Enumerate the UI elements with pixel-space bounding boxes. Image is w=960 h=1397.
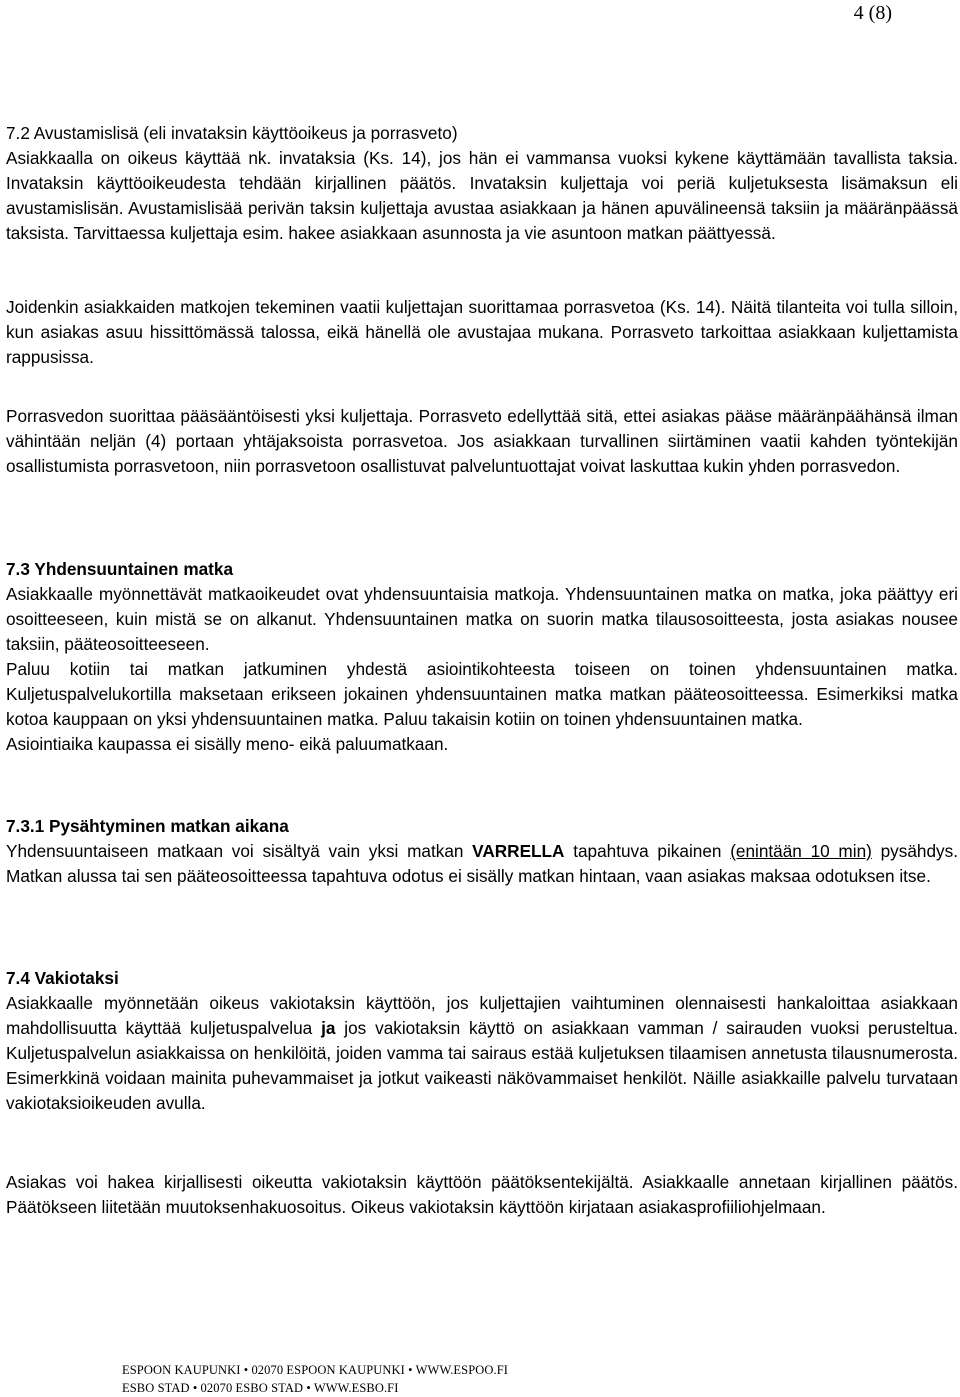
text-run: Yhdensuuntaiseen matkaan voi sisältyä vain yksi matkan bbox=[6, 841, 473, 861]
paragraph bbox=[6, 839, 958, 889]
paragraph: Asiakkaalle myönnettävät matkaoikeudet ovat yhdensuuntaisia matkoja. Yhdensuuntainen matka on matka, joka päättyy eri osoitteeseen, kuin mistä se on alkanut. Yhdensuuntainen matka on suorin matka tilausosoitteesta, josta asiakas nousee taksiin, pääteosoitteeseen. bbox=[6, 584, 958, 654]
paragraph: Porrasvedon suorittaa pääsääntöisesti yksi kuljettaja. Porrasveto edellyttää sitä, ettei asiakas pääse määränpäähänsä ilman vähintään neljän (4) portaan yhtäjaksoista porrasvetoa. Jos asiakkaan turvallinen siirtäminen vaatii kahden työntekijän osallistumista porrasvetoon, niin porrasvetoon osallistuvat palveluntuottajat voivat laskuttaa kukin yhden porrasvedon. bbox=[6, 406, 958, 476]
text-run: jos vakiotaksin käyttö on asiakkaan vamman / sairauden vuoksi perusteltua. Kuljetuspalvelun asiakkaissa on henkilöitä, joiden vamma tai sairaus estää kuljetuksen tilaamisen annetusta tilausnumerosta. Esimerkkinä voidaan mainita puhevammaiset ja jotkut vaikeasti näkövammaiset henkilöt. Näille asiakkaille palvelu turvataan vakiotaksioikeuden avulla. bbox=[6, 1018, 958, 1113]
footer-line: ESBO STAD • 02070 ESBO STAD • WWW.ESBO.FI bbox=[122, 1381, 399, 1395]
section-7-3-1 bbox=[6, 814, 958, 889]
section-7-2-paragraph-3 bbox=[6, 404, 958, 479]
section-heading: 7.3.1 Pysähtyminen matkan aikana bbox=[6, 816, 289, 836]
emphasis-text: VARRELLA bbox=[472, 841, 565, 861]
section-heading: 7.4 Vakiotaksi bbox=[6, 968, 119, 988]
text-run: tapahtuva pikainen bbox=[564, 841, 731, 861]
text-run: pysähdys. Matkan alussa tai sen pääteosoitteessa tapahtuva odotus ei sisälly matkan hintaan, vaan asiakas maksaa odotuksen itse. bbox=[6, 841, 958, 886]
paragraph: Asiakkaalla on oikeus käyttää nk. invataksia (Ks. 14), jos hän ei vammansa vuoksi kykene käyttämään tavallista taksia. Invataksin käyttöoikeudesta tehdään kirjallinen päätös. Invataksin kuljettaja voi periä kuljetuksesta lisämaksun eli avustamislisän. Avustamislisää perivän taksin kuljettaja avustaa asiakkaan ja hänen apuvälineensä taksiin ja määränpäässä taksista. Tarvittaessa kuljettaja esim. hakee asiakkaan asunnosta ja vie asuntoon matkan päättyessä. bbox=[6, 148, 958, 243]
paragraph: Paluu kotiin tai matkan jatkuminen yhdestä asiointikohteesta toiseen on toinen yhdensuuntainen matka. Kuljetuspalvelukortilla maksetaan erikseen jokainen yhdensuuntainen matka matkan pääteosoitteessa. Esimerkiksi matka kotoa kauppaan on yksi yhdensuuntainen matka. Paluu takaisin kotiin on toinen yhdensuuntainen matka. bbox=[6, 659, 958, 729]
paragraph: Asiointiaika kaupassa ei sisälly meno- eikä paluumatkaan. bbox=[6, 734, 449, 754]
paragraph: Asiakas voi hakea kirjallisesti oikeutta vakiotaksin käyttöön päätöksentekijältä. Asiakkaalle annetaan kirjallinen päätös. Päätökseen liitetään muutoksenhakuosoitus. Oikeus vakiotaksin käyttöön kirjataan asiakasprofiiliohjelmaan. bbox=[6, 1172, 958, 1217]
section-7-2-paragraph-2 bbox=[6, 295, 958, 370]
section-heading: 7.3 Yhdensuuntainen matka bbox=[6, 559, 234, 579]
footer-line: ESPOON KAUPUNKI • 02070 ESPOON KAUPUNKI • WWW.ESPOO.FI bbox=[122, 1363, 509, 1377]
section-7-4-paragraph-2 bbox=[6, 1170, 958, 1220]
footer bbox=[122, 1361, 508, 1397]
paragraph bbox=[6, 991, 958, 1116]
emphasis-text: ja bbox=[321, 1018, 336, 1038]
section-heading: 7.2 Avustamislisä (eli invataksin käyttöoikeus ja porrasveto) bbox=[6, 123, 458, 143]
section-7-3 bbox=[6, 557, 958, 757]
section-7-2 bbox=[6, 121, 958, 246]
page-number: 4 (8) bbox=[853, 2, 892, 24]
underlined-text: (enintään 10 min) bbox=[730, 841, 872, 861]
text-run: Asiakkaalle myönnetään oikeus vakiotaksin käyttöön, jos kuljettajien vaihtuminen olennaisesti hankaloittaa asiakkaan mahdollisuutta käyttää kuljetuspalvelua bbox=[6, 993, 958, 1038]
paragraph: Joidenkin asiakkaiden matkojen tekeminen vaatii kuljettajan suorittamaa porrasvetoa (Ks. 14). Näitä tilanteita voi tulla silloin, kun asiakas asuu hissittömässä talossa, eikä hänellä ole avustajaa mukana. Porrasveto tarkoittaa asiakkaan kuljettamista rappusissa. bbox=[6, 297, 958, 367]
section-7-4 bbox=[6, 966, 958, 1116]
